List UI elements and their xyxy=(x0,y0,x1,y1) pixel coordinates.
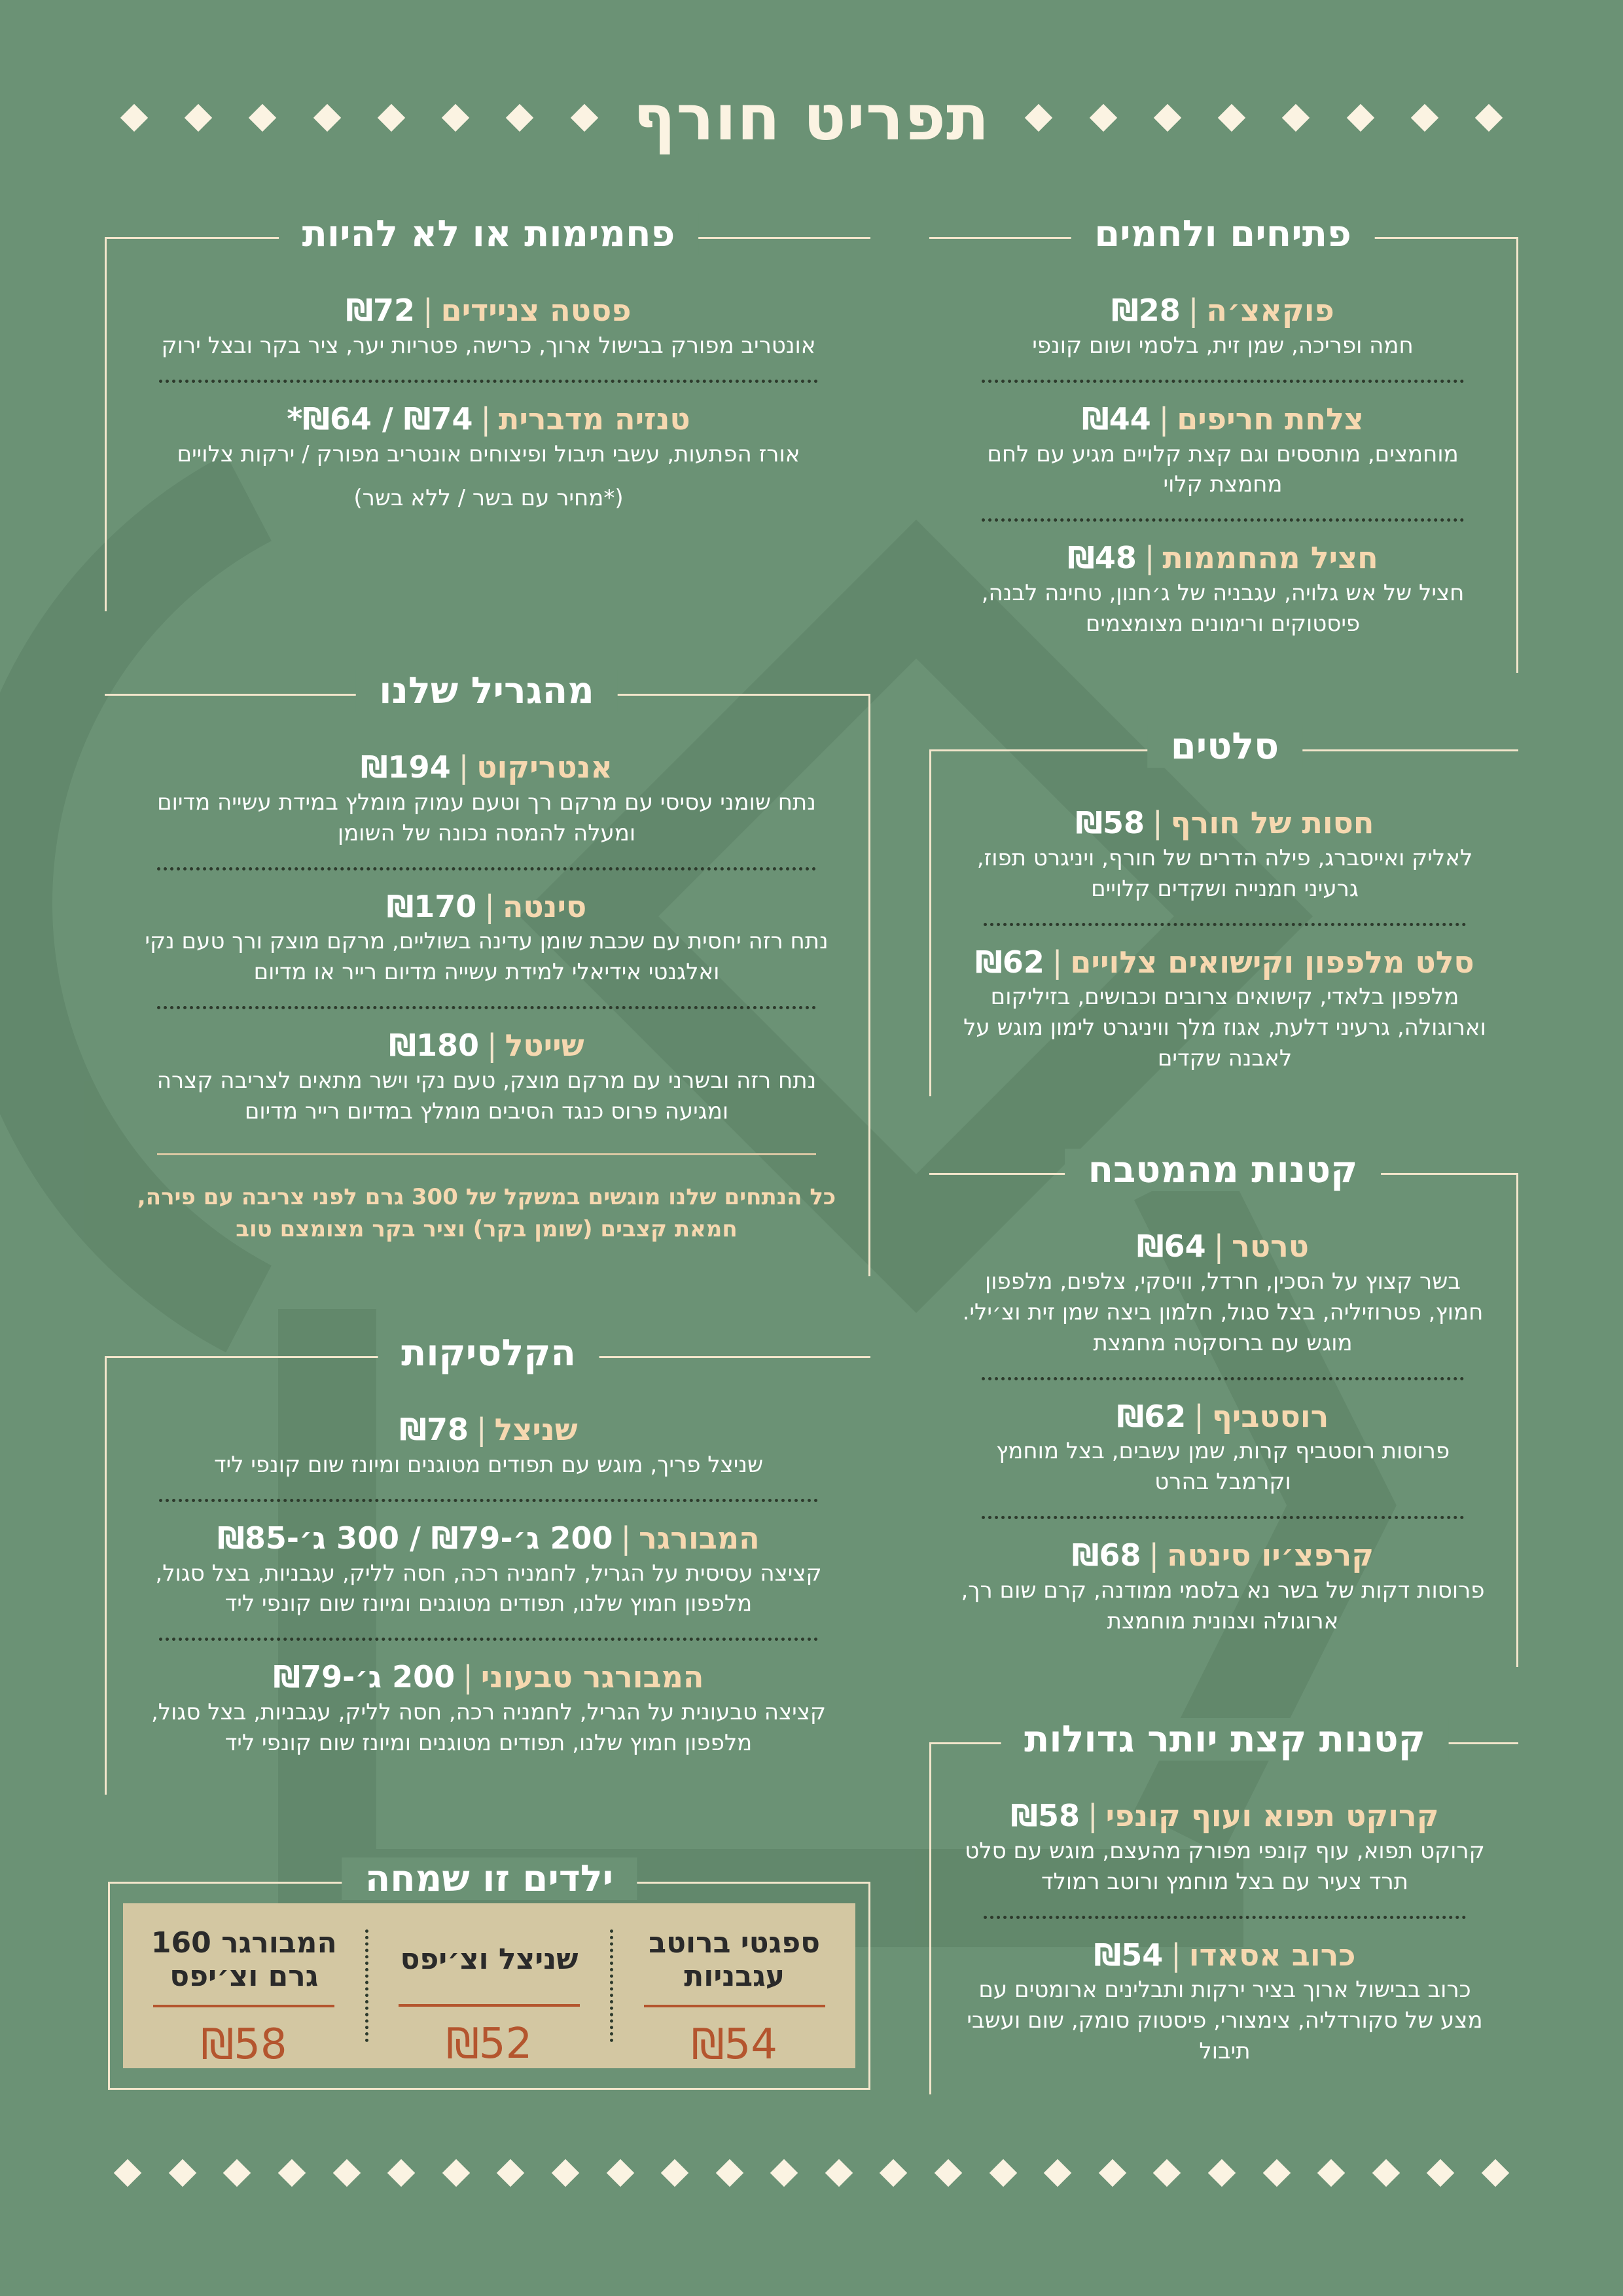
item-description: כרוב בבישול ארוך בציר ירקות ותבלינים ארומטים עם מצע של סקורדליה, צימצורי, פיסטוק סומק, שום ועשבי תיבול xyxy=(967,1977,1483,2065)
item-name: טנזיה מדברית xyxy=(498,401,690,437)
kids-item-rule xyxy=(644,2005,825,2007)
item-description: אונטריב מפורק בבישול ארוך, כרישה, פטריות יער, ציר בקר ובצל ירוק xyxy=(161,332,816,359)
menu-item: כרוב אסאדו|₪54 כרוב בבישול ארוך בציר ירקות ותבלינים ארומטים עם מצע של סקורדליה, צימצורי, פיסטוק סומק, שום ועשבי תיבול xyxy=(931,1936,1518,2068)
kids-item-name: שניצל וצ׳יפס xyxy=(400,1942,579,1976)
kids-item-price: ₪58 xyxy=(201,2020,287,2070)
kids-panel xyxy=(123,1903,855,2068)
kids-divider xyxy=(365,1929,368,2042)
item-price: ₪62 xyxy=(975,944,1044,980)
section-title: קטנות קצת יותר גדולות xyxy=(1001,1718,1449,1761)
item-name: סלט מלפפון וקישואים צלויים xyxy=(1070,944,1474,980)
diamond-ornament xyxy=(880,2159,907,2187)
item-description: אורז הפתעות, עשבי תיבול ופיצוחים אונטריב מפורק / ירקות צלויים xyxy=(177,440,800,467)
diamond-ornament xyxy=(387,2159,415,2187)
kids-divider xyxy=(610,1929,613,2042)
diamond-ornament xyxy=(332,2159,360,2187)
diamond-ornament xyxy=(1475,104,1503,132)
item-name: פוקאצ׳ה xyxy=(1206,293,1334,328)
diamond-ornament xyxy=(223,2159,251,2187)
item-description: מוחמצים, מותססים וגם קצת קלויים מגיע עם לחם מחמצת קלוי xyxy=(987,440,1459,498)
menu-item: המבורגר|200 ג׳-₪79 / 300 ג׳-₪85 קציצה עסיסית על הגריל, לחמניה רכה, חסה לליק, עגבניות, בצל סגול, מלפפון חמוץ שלנו, תפודים מטוגנים ומיונז שום קונפי ליד xyxy=(107,1519,870,1620)
section-kitchen xyxy=(929,1149,1518,1667)
diamond-ornament xyxy=(770,2159,798,2187)
diamond-ornament xyxy=(570,104,597,132)
menu-item: צלחת חריפים|₪44 מוחמצים, מותססים וגם קצת קלויים מגיע עם לחם מחמצת קלוי xyxy=(929,400,1516,501)
footer-diamonds xyxy=(118,2160,1505,2186)
item-price: ₪58 xyxy=(1075,805,1145,840)
item-price: ₪68 xyxy=(1071,1537,1141,1573)
diamond-ornament xyxy=(1099,2159,1126,2187)
section-title: סלטים xyxy=(1147,725,1302,768)
item-price: ₪180 xyxy=(389,1028,480,1064)
menu-item: המבורגר טבעוני|200 ג׳-₪79 קציצה טבעונית על הגריל, לחמניה רכה, חסה לליק, עגבניות, בצל סגול, מלפפון חמוץ שלנו, תפודים מטוגנים ומיונז שום קונפי ליד xyxy=(107,1658,870,1759)
item-description: קציצה טבעונית על הגריל, לחמניה רכה, חסה לליק, עגבניות, בצל סגול, מלפפון חמוץ שלנו, תפודים מטוגנים ומיונז שום קונפי ליד xyxy=(151,1699,827,1757)
item-price: ₪44 xyxy=(1082,401,1151,437)
solid-divider xyxy=(157,1153,816,1155)
section-title: מהגריל שלנו xyxy=(355,670,618,712)
diamond-ornament xyxy=(1025,104,1052,132)
grill-note: כל הנתחים שלנו מוגשים במשקל של 300 גרם לפני צריבה עם פירה, חמאת קצבים (שומן בקר) וציר בקר מצומצם טוב xyxy=(137,1183,836,1243)
item-description: חציל של אש גלויה, עגבניה של ג׳חנון, טחינה לבנה, פיסטוקים ורימונים מצומצמים xyxy=(981,580,1465,637)
diamond-ornament xyxy=(249,104,276,132)
item-name: חציל מהחממות xyxy=(1162,540,1378,576)
diamond-ornament xyxy=(1154,104,1181,132)
diamond-ornament xyxy=(378,104,405,132)
section-salads xyxy=(929,725,1518,1096)
dotted-divider xyxy=(159,1638,818,1641)
diamond-ornament xyxy=(1282,104,1310,132)
menu-item: סינטה|₪170 נתח רזה יחסית עם שכבת שומן עדינה בשוליים, מרקם מוצק ורך טעם נקי ואלגנטי אידיאלי למידת עשייה מדיום רייר או מדיום xyxy=(105,888,868,988)
menu-item: פוקאצ׳ה|₪28 חמה ופריכה, שמן זית, בלסמי ושום קונפי xyxy=(929,291,1516,361)
diamond-ornament xyxy=(825,2159,853,2187)
dotted-divider xyxy=(984,923,1466,926)
item-name: המבורגר טבעוני xyxy=(480,1659,704,1695)
menu-item: חציל מהחממות|₪48 חציל של אש גלויה, עגבניה של ג׳חנון, טחינה לבנה, פיסטוקים ורימונים מצומצמים xyxy=(929,539,1516,639)
item-name: סינטה xyxy=(502,888,587,924)
section-grill xyxy=(105,670,870,1276)
diamond-ornament xyxy=(1411,104,1438,132)
item-name: שניצל xyxy=(494,1412,578,1447)
item-price: ₪194 xyxy=(361,749,451,785)
kids-item-rule xyxy=(399,2004,580,2007)
item-name: טרטר xyxy=(1232,1229,1309,1264)
diamond-ornament xyxy=(552,2159,579,2187)
menu-item: קרוקט תפוא ועוף קונפי|₪58 קרוקט תפוא, עוף קונפי מפורק מהעצם, מוגש עם סלט תרד צעיר עם בצל מוחמץ ורוטב רמולד xyxy=(931,1797,1518,1897)
diamond-ornament xyxy=(606,2159,633,2187)
item-price: 200 ג׳-₪79 xyxy=(273,1659,455,1695)
menu-item: חסות של חורף|₪58 לאליק ואייסברג, פילה הדרים של חורף, ויניגרט תפוז, גרעיני חמנייה ושקדים קלויים xyxy=(931,804,1518,905)
diamond-ornament xyxy=(1153,2159,1181,2187)
item-description: פרוסות דקות של בשר נא בלסמי ממודנה, קרם שום רך, ארוגולה וצנונית מוחמצת xyxy=(961,1577,1485,1634)
item-price: ₪48 xyxy=(1067,540,1137,576)
diamond-ornament xyxy=(1372,2159,1400,2187)
item-price: ₪58 xyxy=(1010,1798,1080,1833)
dotted-divider xyxy=(159,380,818,383)
item-description: חמה ופריכה, שמן זית, בלסמי ושום קונפי xyxy=(1032,332,1414,359)
diamond-ornament xyxy=(715,2159,743,2187)
dotted-divider xyxy=(159,1499,818,1502)
item-name: פסטה צניידים xyxy=(440,293,632,328)
item-description: קציצה עסיסית על הגריל, לחמניה רכה, חסה לליק, עגבניות, בצל סגול, מלפפון חמוץ שלנו, תפודים מטוגנים ומיונז שום קונפי ליד xyxy=(155,1560,822,1617)
dotted-divider xyxy=(982,1377,1464,1380)
item-price: ₪64 xyxy=(1137,1229,1206,1264)
menu-header xyxy=(111,72,1512,164)
item-description: נתח רזה יחסית עם שכבת שומן עדינה בשוליים, מרקם מוצק ורך טעם נקי ואלגנטי אידיאלי למידת עשייה מדיום רייר או מדיום xyxy=(145,928,829,986)
dotted-divider xyxy=(984,1916,1466,1919)
diamond-ornament xyxy=(935,2159,962,2187)
section-title: פחמימות או לא להיות xyxy=(279,213,699,255)
kids-item xyxy=(123,1903,365,2068)
item-name: רוסטביף xyxy=(1211,1398,1329,1434)
item-price: ₪28 xyxy=(1111,293,1181,328)
item-price: ₪74 / ₪64* xyxy=(287,401,473,437)
kids-item-name: ספגטי ברוטב עגבניות xyxy=(649,1926,821,1993)
diamond-ornament xyxy=(661,2159,688,2187)
item-description: קרוקט תפוא, עוף קונפי מפורק מהעצם, מוגש עם סלט תרד צעיר עם בצל מוחמץ ורוטב רמולד xyxy=(965,1837,1485,1895)
kids-item xyxy=(368,1903,611,2068)
item-name: שייטל xyxy=(505,1028,584,1064)
section-title: פתיחים ולחמים xyxy=(1071,213,1375,255)
diamond-ornament xyxy=(1089,104,1116,132)
kids-item-price: ₪52 xyxy=(446,2020,533,2068)
item-name: צלחת חריפים xyxy=(1177,401,1364,437)
dotted-divider xyxy=(157,867,816,870)
item-price: ₪62 xyxy=(1116,1398,1186,1434)
header-diamonds-left xyxy=(111,108,607,128)
diamond-ornament xyxy=(989,2159,1016,2187)
diamond-ornament xyxy=(1427,2159,1454,2187)
item-description: שניצל פריך, מוגש עם תפודים מטוגנים ומיונז שום קונפי ליד xyxy=(213,1451,764,1478)
diamond-ornament xyxy=(114,2159,141,2187)
item-description: פרוסות רוסטביף קרות, שמן עשבים, בצל מוחמץ וקרמבל בהרט xyxy=(995,1438,1450,1496)
menu-item: קרפצ׳יו סינטה|₪68 פרוסות דקות של בשר נא בלסמי ממודנה, קרם שום רך, ארוגולה וצנונית מוחמצת xyxy=(929,1536,1516,1637)
section-title: קטנות מהמטבח xyxy=(1065,1149,1382,1191)
kids-item-name: המבורגר 160 גרם וצ׳יפס xyxy=(151,1926,337,1993)
diamond-ornament xyxy=(185,104,212,132)
item-price: ₪54 xyxy=(1094,1937,1164,1973)
section-kids xyxy=(108,1857,870,2090)
item-description: לאליק ואייסברג, פילה הדרים של חורף, ויניגרט תפוז, גרעיני חמנייה ושקדים קלויים xyxy=(976,844,1473,902)
diamond-ornament xyxy=(442,2159,470,2187)
diamond-ornament xyxy=(1044,2159,1071,2187)
dotted-divider xyxy=(982,518,1464,522)
section-classics xyxy=(105,1332,870,1795)
section-starters xyxy=(929,213,1518,673)
item-name: חסות של חורף xyxy=(1170,805,1374,840)
diamond-ornament xyxy=(1317,2159,1345,2187)
menu-item: סלט מלפפון וקישואים צלויים|₪62 מלפפון בלאדי, קישואים צרובים וכבושים, בזיליקום וארוגולה, גרעיני דלעת, אגוז מלך וויניגרט לימון מוגש על לאבנה שקדים xyxy=(931,943,1518,1075)
item-description: נתח שומני עסיסי עם מרקם רך וטעם עמוק מומלץ במידת עשייה מדיום ומעלה להמסה נכונה של השומן xyxy=(157,789,816,846)
menu-item: שניצל|₪78 שניצל פריך, מוגש עם תפודים מטוגנים ומיונז שום קונפי ליד xyxy=(107,1410,870,1480)
item-description: נתח רזה ובשרני עם מרקם מוצק, טעם נקי וישר מתאים לצריבה קצרה ומגיעה פרוס כנגד הסיבים מומלץ במדיום רייר מדיום xyxy=(156,1067,817,1124)
item-name: כרוב אסאדו xyxy=(1188,1937,1356,1973)
diamond-ornament xyxy=(1218,104,1245,132)
diamond-ornament xyxy=(442,104,469,132)
kids-item-price: ₪54 xyxy=(691,2020,777,2070)
diamond-ornament xyxy=(1262,2159,1290,2187)
diamond-ornament xyxy=(1482,2159,1509,2187)
menu-item: אנטריקוט|₪194 נתח שומני עסיסי עם מרקם רך וטעם עמוק מומלץ במידת עשייה מדיום ומעלה להמסה נכונה של השומן xyxy=(105,748,868,849)
section-title: ילדים זו שמחה xyxy=(342,1857,637,1900)
diamond-ornament xyxy=(1208,2159,1236,2187)
price-note: (*מחיר עם בשר / ללא בשר) xyxy=(353,485,624,512)
menu-item: רוסטביף|₪62 פרוסות רוסטביף קרות, שמן עשבים, בצל מוחמץ וקרמבל בהרט xyxy=(929,1397,1516,1498)
diamond-ornament xyxy=(1346,104,1374,132)
item-price: ₪78 xyxy=(399,1412,469,1447)
menu-item: טרטר|₪64 בשר קצוץ על הסכין, חרדל, וויסקי, צלפים, מלפפון חמוץ, פטרוזיליה, בצל סגול, חלמון ביצה שמן זית וצ׳ילי. מוגש עם ברוסקטה מחמצת xyxy=(929,1227,1516,1359)
item-price: ₪170 xyxy=(386,888,477,924)
menu-title: תפריט חורף xyxy=(633,81,990,154)
diamond-ornament xyxy=(169,2159,196,2187)
item-name: אנטריקוט xyxy=(476,749,613,785)
header-diamonds-right xyxy=(1016,108,1512,128)
item-name: קרוקט תפוא ועוף קונפי xyxy=(1105,1798,1439,1833)
diamond-ornament xyxy=(497,2159,524,2187)
item-description: בשר קצוץ על הסכין, חרדל, וויסקי, צלפים, מלפפון חמוץ, פטרוזיליה, בצל סגול, חלמון ביצה שמן זית וצ׳ילי. מוגש עם ברוסקטה מחמצת xyxy=(962,1268,1484,1356)
menu-item: טנזיה מדברית|₪74 / ₪64* אורז הפתעות, עשבי תיבול ופיצוחים אונטריב מפורק / ירקות צלויים xyxy=(107,400,870,470)
diamond-ornament xyxy=(313,104,340,132)
menu-item: פסטה צניידים|₪72 אונטריב מפורק בבישול ארוך, כרישה, פטריות יער, ציר בקר ובצל ירוק xyxy=(107,291,870,361)
dotted-divider xyxy=(157,1006,816,1009)
kids-item-rule xyxy=(153,2005,334,2007)
menu-item: שייטל|₪180 נתח רזה ובשרני עם מרקם מוצק, טעם נקי וישר מתאים לצריבה קצרה ומגיעה פרוס כנגד הסיבים מומלץ במדיום רייר מדיום xyxy=(105,1026,868,1127)
diamond-ornament xyxy=(506,104,533,132)
item-price: ₪72 xyxy=(346,293,416,328)
diamond-ornament xyxy=(120,104,148,132)
section-title: הקלסיקות xyxy=(378,1332,599,1374)
section-bigger xyxy=(929,1718,1518,2094)
item-description: מלפפון בלאדי, קישואים צרובים וכבושים, בזיליקום וארוגולה, גרעיני דלעת, אגוז מלך וויניגרט לימון מוגש על לאבנה שקדים xyxy=(963,984,1486,1072)
item-price: 200 ג׳-₪79 / 300 ג׳-₪85 xyxy=(217,1520,613,1556)
dotted-divider xyxy=(982,380,1464,383)
dotted-divider xyxy=(982,1516,1464,1519)
diamond-ornament xyxy=(278,2159,306,2187)
section-pasta xyxy=(105,213,870,611)
item-name: המבורגר xyxy=(639,1520,760,1556)
kids-item xyxy=(613,1903,855,2068)
item-name: קרפצ׳יו סינטה xyxy=(1167,1537,1374,1573)
